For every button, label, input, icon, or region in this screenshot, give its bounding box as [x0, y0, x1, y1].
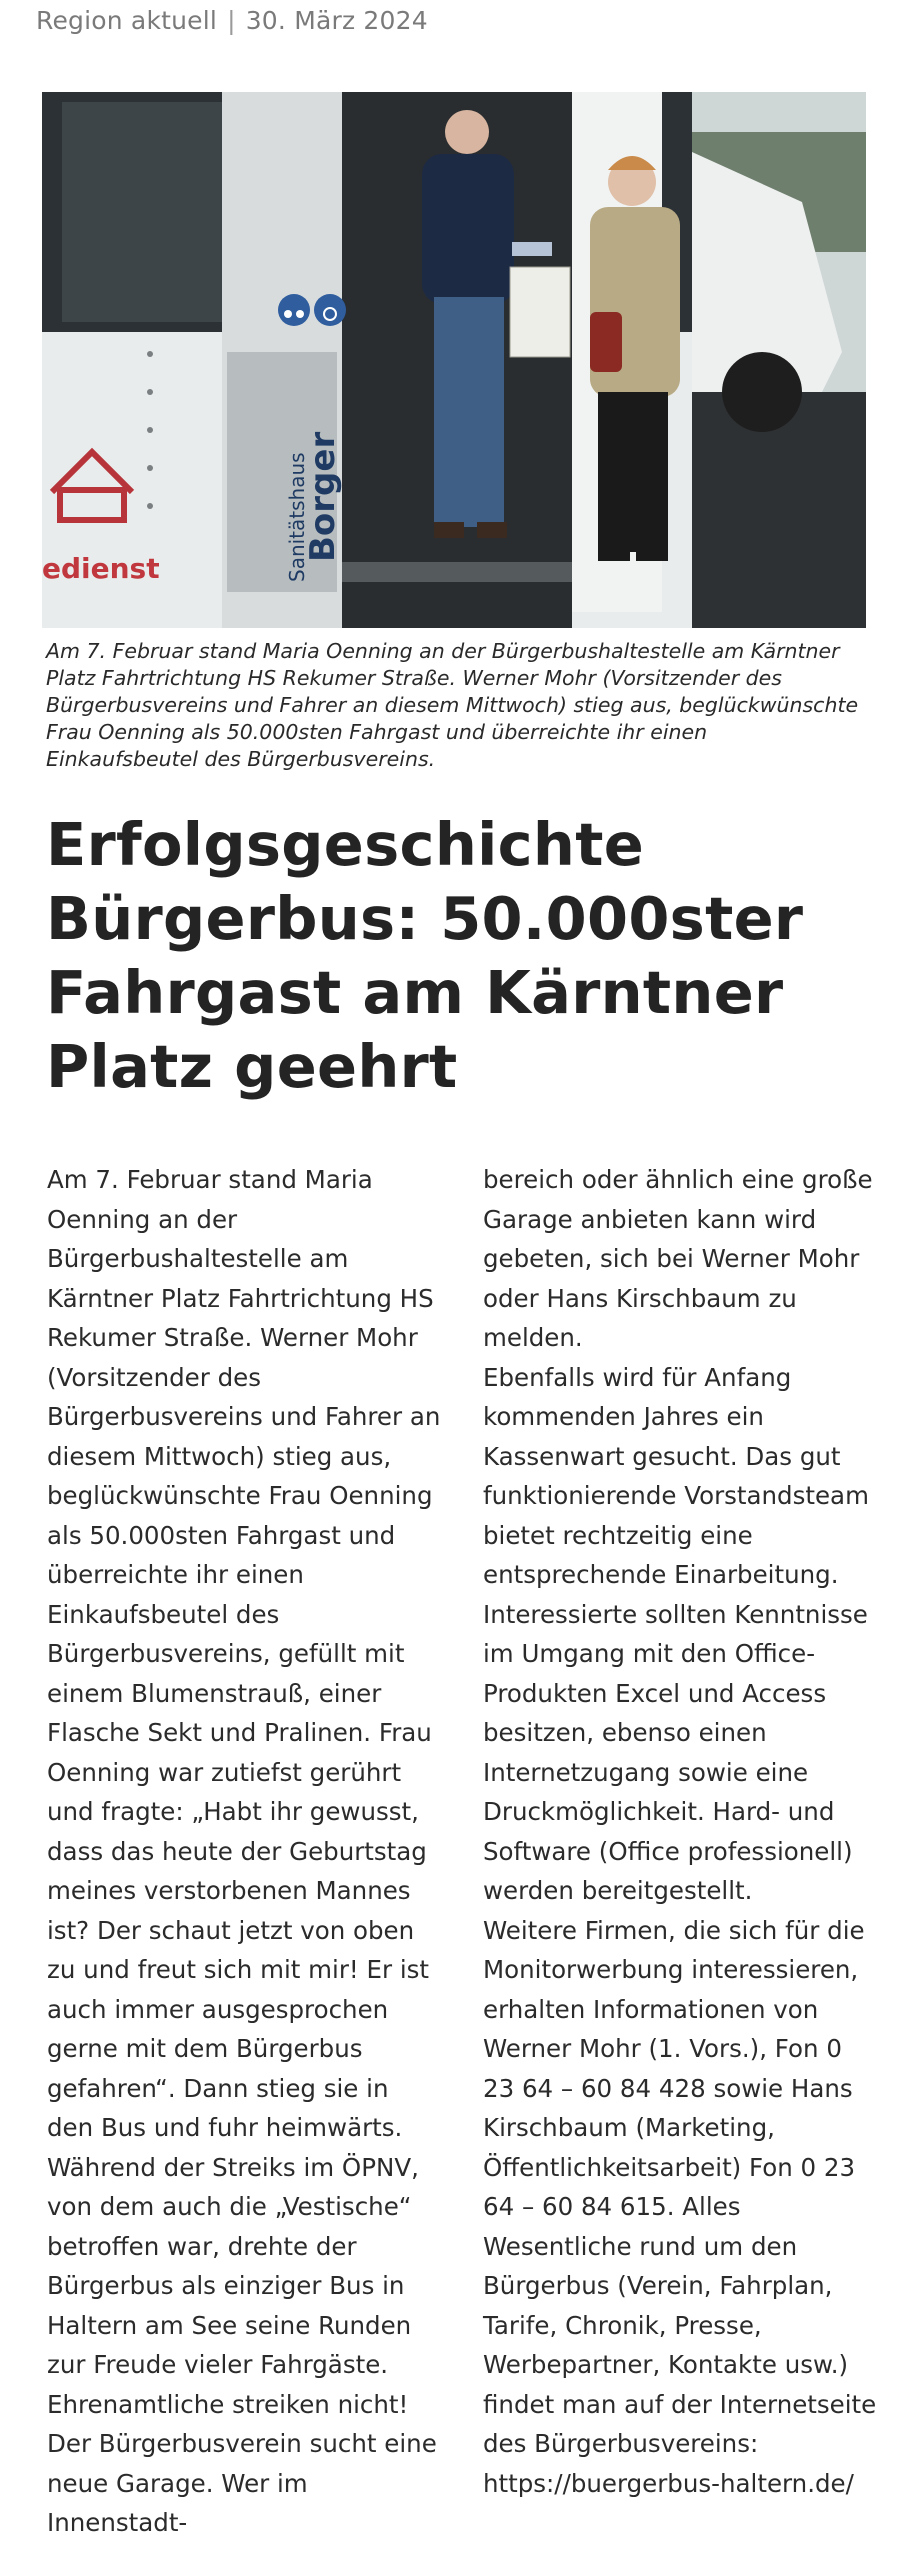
photo-caption: Am 7. Februar stand Maria Oenning an der Bürgerbushaltestelle am Kärntner Platz Fahrtrichtung HS Rekumer Straße. Werner Mohr (Vorsitzender des Bürgerbusvereins und Fahrer an diesem Mittwoch) stieg aus, beglückwünschte Frau Oenning als 50.000sten Fahrgast und überreichte ihr einen Einkaufsbeutel des Bürgerbusvereins. — [46, 639, 859, 771]
bus-side-text: edienst — [42, 552, 160, 585]
paragraph: Während der Streiks im ÖPNV, von dem auch die „Vestische“ betroffen war, drehte der Bürgerbus als einziger Bus in Haltern am See seine Runden zur Freude vieler Fahrgäste. Ehrenamtliche streiken nicht! — [47, 2152, 419, 2419]
section-label: Region aktuell — [36, 6, 218, 35]
article-column-left — [47, 1160, 442, 2543]
bus-lettering-2: Borger — [303, 431, 343, 562]
page-header — [36, 6, 428, 35]
paragraph: bereich oder ähnlich eine große Garage anbieten kann wird gebeten, sich bei Werner Mohr oder Hans Kirschbaum zu melden. — [483, 1165, 873, 1352]
article-headline: Erfolgsgeschichte Bürgerbus: 50.000ster Fahrgast am Kärntner Platz geehrt — [46, 810, 804, 1101]
wheelchair-icon — [314, 294, 346, 326]
stroller-icon — [278, 294, 310, 326]
article-photo — [42, 92, 866, 628]
paragraph: Der Bürgerbusverein sucht eine neue Garage. Wer im Innenstadt- — [47, 2429, 437, 2537]
issue-date: 30. März 2024 — [245, 6, 428, 35]
paragraph: Weitere Firmen, die sich für die Monitorwerbung interessieren, erhalten Informationen von Werner Mohr (1. Vors.), Fon 0 23 64 – 60 84 428 sowie Hans Kirschbaum (Marketing, Öffentlichkeitsarbeit) Fon 0 23 64 – 60 84 615. Alles Wesentliche rund um den Bürgerbus (Verein, Fahrplan, Tarife, Chronik, Presse, Werbepartner, Kontakte usw.) findet man auf der Internetseite des Bürgerbusvereins: https://buergerbus-haltern.de/ — [483, 1915, 877, 2498]
paragraph: Am 7. Februar stand Maria Oenning an der Bürgerbushaltestelle am Kärntner Platz Fahrtrichtung HS Rekumer Straße. Werner Mohr (Vorsitzender des Bürgerbusvereins und Fahrer an diesem Mittwoch) stieg aus, beglückwünschte Frau Oenning als 50.000sten Fahrgast und überreichte ihr einen Einkaufsbeutel des Bürgerbusvereins, gefüllt mit einem Blumenstrauß, einer Flasche Sekt und Pralinen. Frau Oenning war zutiefst gerührt und fragte: „Habt ihr gewusst, dass das heute der Geburtstag meines verstorbenen Mannes ist? Der schaut jetzt von oben zu und freut sich mit mir! Er ist auch immer ausgesprochen gerne mit dem Bürgerbus gefahren“. Dann stieg sie in den Bus und fuhr heimwärts. — [47, 1165, 441, 2142]
article-column-right — [483, 1160, 878, 2503]
bus-lettering-1: Sanitätshaus — [285, 452, 309, 582]
paragraph: Ebenfalls wird für Anfang kommenden Jahres ein Kassenwart gesucht. Das gut funktionierende Vorstandsteam bietet rechtzeitig eine entsprechende Einarbeitung. Interessierte sollten Kenntnisse im Umgang mit den Office-Produkten Excel und Access besitzen, ebenso einen Internetzugang sowie eine Druckmöglichkeit. Hard- und Software (Office professionell) werden bereitgestellt. — [483, 1362, 869, 1905]
header-divider: | — [227, 6, 236, 35]
